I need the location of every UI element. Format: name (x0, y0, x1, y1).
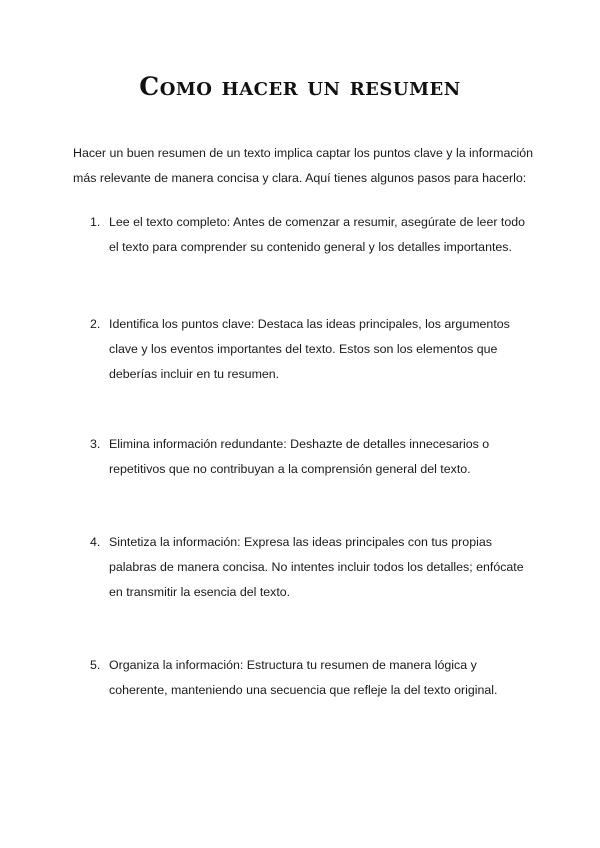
intro-paragraph: Hacer un buen resumen de un texto implica captar los puntos clave y la información más relevante de manera concisa y clara. Aquí tienes algunos pasos para hacerlo: (73, 146, 534, 185)
page-title: Como hacer un resumen (139, 72, 461, 101)
step-text: Identifica los puntos clave: Destaca las ideas principales, los argumentos clave y los eventos importantes del texto. Estos son los elementos que deberías incluir en tu resumen. (109, 317, 510, 381)
step-number: 2. (90, 317, 101, 331)
step-text: Sintetiza la información: Expresa las ideas principales con tus propias palabras de manera concisa. No intentes incluir todos los detalles; enfócate en transmitir la esencia del texto. (109, 535, 524, 599)
step-text: Elimina información redundante: Deshazte de detalles innecesarios o repetitivos que no contribuyan a la comprensión general del texto. (109, 437, 490, 476)
step-text: Organiza la información: Estructura tu resumen de manera lógica y coherente, manteniendo una secuencia que refleje la del texto original. (109, 658, 498, 697)
step-number: 1. (90, 215, 101, 229)
step-text: Lee el texto completo: Antes de comenzar a resumir, asegúrate de leer todo el texto para comprender su contenido general y los detalles importantes. (109, 215, 526, 254)
step-number: 4. (90, 535, 101, 549)
step-number: 5. (90, 658, 101, 672)
step-number: 3. (90, 437, 101, 451)
